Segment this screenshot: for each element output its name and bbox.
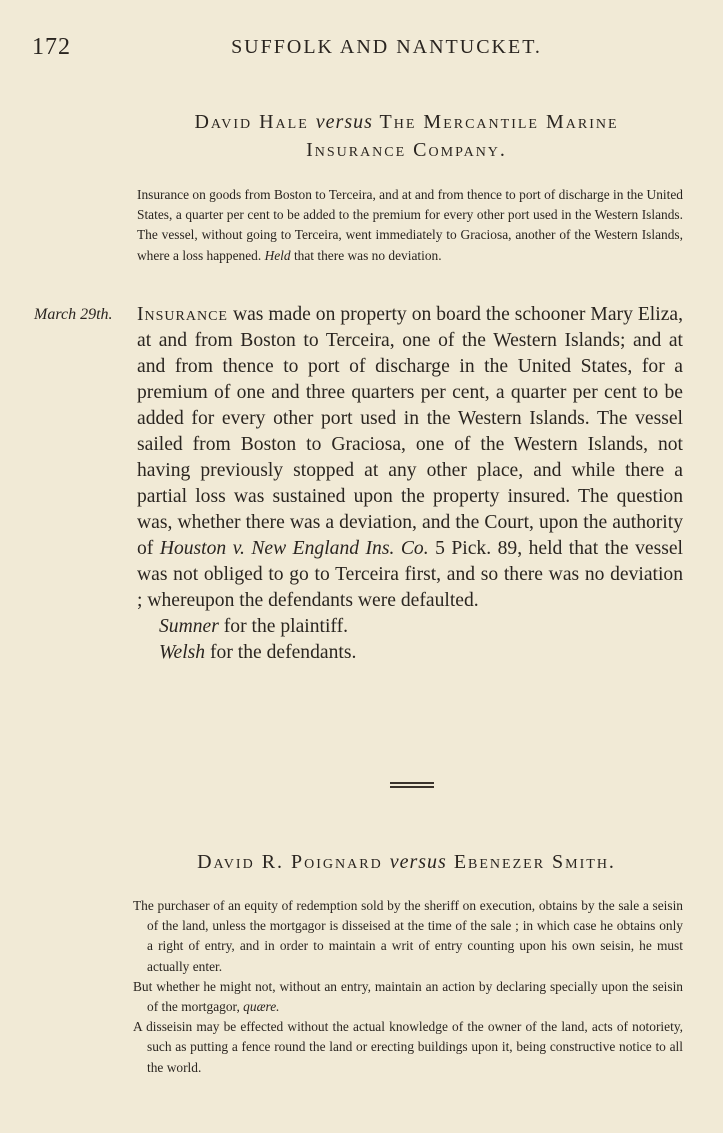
counsel-role: for the defendants. [210,642,357,663]
case-party-defendant: The Mercantile Marine [379,111,619,133]
case-party-plaintiff: David Hale [194,111,309,133]
case-versus: versus [389,851,447,873]
headnote-held-rest: that there was no deviation. [293,247,442,263]
case-versus: versus [315,111,373,133]
case-party-plaintiff: David R. Poignard [197,851,383,873]
citation-case-name: Houston v. New England Ins. Co. [159,538,429,559]
counsel-plaintiff [137,614,683,640]
headnote-paragraph: The purchaser of an equity of redemption sold by the sheriff on execution, obtains by the sale a seisin of the land, unless the mortgagor is disseised at the time of the sale ; in which case he obtains only a right of entry, and in order to maintain a writ of entry counting upon his own seisin, he must actually enter. [133,898,683,974]
page-number: 172 [32,34,71,60]
headnote-text: But whether he might not, without an entry, maintain an action by declaring specially upon the seisin of the mortgagor, [133,978,683,1015]
margin-date: March 29th. [34,306,113,323]
section-divider [390,782,434,790]
opinion-lead-word: Insurance [137,304,228,325]
opinion-paragraph [137,302,683,614]
headnote-quaere: quære. [243,999,280,1015]
counsel-name: Sumner [159,616,219,637]
case-title-poignard [130,848,683,876]
headnote-hale [137,185,683,266]
opinion-text-hale [137,302,683,666]
case-party-defendant: Ebenezer Smith. [453,851,616,873]
opinion-text-part2: 5 Pick. 89, held that the vessel was not obliged to go to Terceira first, and so there was no deviation ; whereupon the defendants were defaulted. [137,538,683,611]
case-title-hale [130,108,683,164]
headnote-poignard [133,896,683,1078]
counsel-role: for the plaintiff. [223,616,349,637]
case-party-defendant-line2: Insurance Company. [306,139,507,161]
running-head: SUFFOLK AND NANTUCKET. [231,36,542,58]
headnote-text: Insurance on goods from Boston to Terceira, and at and from thence to port of discharge in the United States, a quarter per cent to be added to the premium for every other port used in the Western Islands. The vessel, without going to Terceira, went immediately to Graciosa, another of the Western Islands, where a loss happened. [137,187,683,263]
headnote-paragraph [137,185,683,266]
opinion-text-part1: was made on property on board the schooner Mary Eliza, at and from Boston to Terceira, one of the Western Islands; and at and from thence to port of discharge in the United States, for a premium of one and three quarters per cent, a quarter per cent to be added for every other port used in the Western Islands. The vessel sailed from Boston to Graciosa, one of the Western Islands, not having previously stopped at any other place, and while there a partial loss was sustained upon the property insured. The question was, whether there was a deviation, and the Court, upon the authority of [137,304,683,559]
counsel-name: Welsh [159,642,206,663]
page-header [30,34,683,64]
headnote-paragraph: A disseisin may be effected without the actual knowledge of the owner of the land, acts of notoriety, such as putting a fence round the land or erecting buildings upon it, being constructive notice to all the world. [133,1019,683,1075]
counsel-defendant [137,640,683,666]
headnote-paragraph [133,977,683,1017]
headnote-held: Held [264,247,291,263]
